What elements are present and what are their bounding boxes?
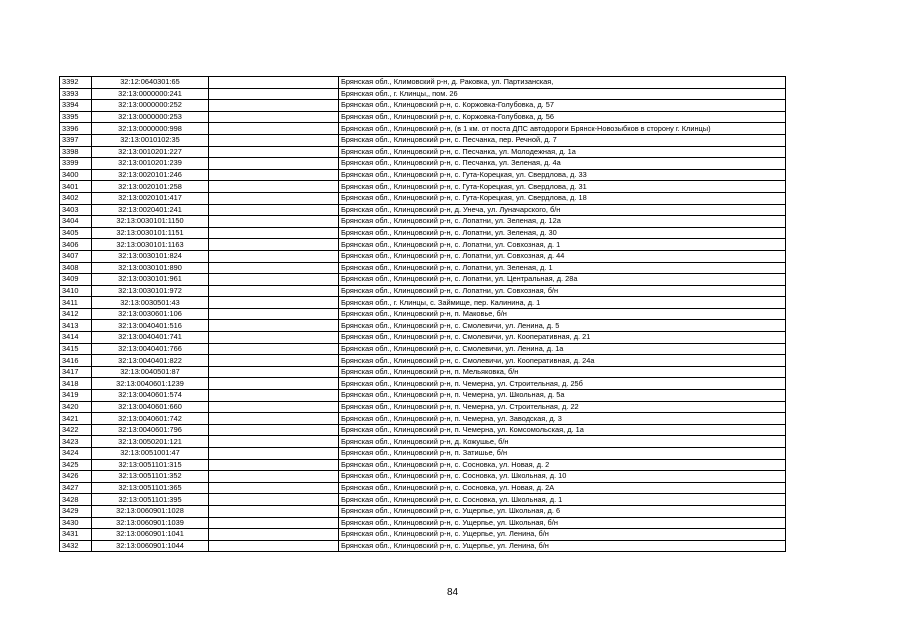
row-number-cell: 3417: [60, 366, 92, 378]
empty-cell: [209, 459, 339, 471]
table-row: [60, 355, 786, 367]
table-row: [60, 100, 786, 112]
row-number-cell: 3431: [60, 529, 92, 541]
row-number-cell: 3426: [60, 471, 92, 483]
row-number-cell: 3394: [60, 100, 92, 112]
row-number-cell: 3392: [60, 77, 92, 89]
empty-cell: [209, 239, 339, 251]
table-row: [60, 192, 786, 204]
table-row: [60, 343, 786, 355]
address-cell: Брянская обл., Клинцовский р-н, с. Лопатни, ул. Зеленая, д. 12а: [339, 216, 786, 228]
table-row: [60, 390, 786, 402]
address-cell: Брянская обл., Клинцовский р-н, п. Чемерна, ул. Комсомольская, д. 1а: [339, 424, 786, 436]
address-cell: Брянская обл., Клинцовский р-н, п. Маковье, б/н: [339, 308, 786, 320]
cadastral-number-cell: 32:13:0051101:352: [92, 471, 209, 483]
cadastral-number-cell: 32:13:0020401:241: [92, 204, 209, 216]
row-number-cell: 3425: [60, 459, 92, 471]
empty-cell: [209, 332, 339, 344]
cadastral-number-cell: 32:13:0000000:241: [92, 88, 209, 100]
table-row: [60, 308, 786, 320]
address-cell: Брянская обл., Клинцовский р-н, п. Чемерна, ул. Школьная, д. 5а: [339, 390, 786, 402]
table-row: [60, 216, 786, 228]
table-row: [60, 169, 786, 181]
address-cell: Брянская обл., Клинцовский р-н, с. Сосновка, ул. Школьная, д. 1: [339, 494, 786, 506]
cadastral-number-cell: 32:13:0030601:106: [92, 308, 209, 320]
cadastral-number-cell: 32:13:0030501:43: [92, 297, 209, 309]
table-row: [60, 250, 786, 262]
cadastral-number-cell: 32:13:0030101:1151: [92, 227, 209, 239]
cadastral-number-cell: 32:13:0040601:742: [92, 413, 209, 425]
cadastral-number-cell: 32:13:0040501:87: [92, 366, 209, 378]
table-row: [60, 459, 786, 471]
table-row: [60, 181, 786, 193]
row-number-cell: 3415: [60, 343, 92, 355]
address-cell: Брянская обл., Клинцовский р-н, с. Лопатни, ул. Совхозная, б/н: [339, 285, 786, 297]
empty-cell: [209, 181, 339, 193]
address-cell: Брянская обл., Клинцовский р-н, с. Гута-Корецкая, ул. Свердлова, д. 31: [339, 181, 786, 193]
cadastral-number-cell: 32:13:0010201:227: [92, 146, 209, 158]
address-cell: Брянская обл., Клинцовский р-н, с. Коржовка-Голубовка, д. 57: [339, 100, 786, 112]
row-number-cell: 3398: [60, 146, 92, 158]
row-number-cell: 3411: [60, 297, 92, 309]
empty-cell: [209, 494, 339, 506]
address-cell: Брянская обл., Клинцовский р-н, п. Чемерна, ул. Строительная, д. 22: [339, 401, 786, 413]
cadastral-number-cell: 32:13:0000000:253: [92, 111, 209, 123]
empty-cell: [209, 146, 339, 158]
row-number-cell: 3403: [60, 204, 92, 216]
table-row: [60, 111, 786, 123]
table-row: [60, 297, 786, 309]
address-cell: Брянская обл., Клинцовский р-н, д. Кожушье, б/н: [339, 436, 786, 448]
table-row: [60, 262, 786, 274]
table-row: [60, 123, 786, 135]
row-number-cell: 3419: [60, 390, 92, 402]
empty-cell: [209, 482, 339, 494]
row-number-cell: 3430: [60, 517, 92, 529]
empty-cell: [209, 448, 339, 460]
empty-cell: [209, 262, 339, 274]
empty-cell: [209, 216, 339, 228]
row-number-cell: 3393: [60, 88, 92, 100]
empty-cell: [209, 158, 339, 170]
row-number-cell: 3410: [60, 285, 92, 297]
empty-cell: [209, 378, 339, 390]
address-cell: Брянская обл., Клинцовский р-н, с. Песчанка, ул. Молодежная, д. 1а: [339, 146, 786, 158]
row-number-cell: 3432: [60, 540, 92, 552]
cadastral-number-cell: 32:12:0640301:65: [92, 77, 209, 89]
table-row: [60, 471, 786, 483]
cadastral-number-cell: 32:13:0010201:239: [92, 158, 209, 170]
table-row: [60, 332, 786, 344]
table-row: [60, 401, 786, 413]
cadastral-number-cell: 32:13:0000000:998: [92, 123, 209, 135]
address-cell: Брянская обл., Клинцовский р-н, с. Лопатни, ул. Зеленая, д. 30: [339, 227, 786, 239]
address-cell: Брянская обл., Клинцовский р-н, с. Песчанка, ул. Зеленая, д. 4а: [339, 158, 786, 170]
cadastral-number-cell: 32:13:0030101:824: [92, 250, 209, 262]
empty-cell: [209, 366, 339, 378]
row-number-cell: 3395: [60, 111, 92, 123]
empty-cell: [209, 77, 339, 89]
table-row: [60, 436, 786, 448]
table-row: [60, 482, 786, 494]
empty-cell: [209, 436, 339, 448]
table-row: [60, 158, 786, 170]
address-cell: Брянская обл., Клинцовский р-н, с. Гута-Корецкая, ул. Свердлова, д. 33: [339, 169, 786, 181]
cadastral-number-cell: 32:13:0040401:766: [92, 343, 209, 355]
row-number-cell: 3405: [60, 227, 92, 239]
address-cell: Брянская обл., Клинцовский р-н, с. Ущерпье, ул. Ленина, б/н: [339, 529, 786, 541]
address-cell: Брянская обл., Клинцовский р-н, с. Ущерпье, ул. Школьная, д. 6: [339, 505, 786, 517]
table-row: [60, 378, 786, 390]
empty-cell: [209, 308, 339, 320]
row-number-cell: 3409: [60, 274, 92, 286]
cadastral-number-cell: 32:13:0051101:365: [92, 482, 209, 494]
address-cell: Брянская обл., Клинцовский р-н, с. Смолевичи, ул. Кооперативная, д. 24а: [339, 355, 786, 367]
row-number-cell: 3400: [60, 169, 92, 181]
table-row: [60, 88, 786, 100]
row-number-cell: 3399: [60, 158, 92, 170]
row-number-cell: 3407: [60, 250, 92, 262]
cadastral-number-cell: 32:13:0040401:741: [92, 332, 209, 344]
registry-table: [59, 76, 786, 552]
table-row: [60, 77, 786, 89]
address-cell: Брянская обл., Клинцовский р-н, с. Смолевичи, ул. Кооперативная, д. 21: [339, 332, 786, 344]
address-cell: Брянская обл., Клинцовский р-н, с. Сосновка, ул. Школьная, д. 10: [339, 471, 786, 483]
row-number-cell: 3427: [60, 482, 92, 494]
row-number-cell: 3429: [60, 505, 92, 517]
empty-cell: [209, 517, 339, 529]
empty-cell: [209, 123, 339, 135]
empty-cell: [209, 88, 339, 100]
row-number-cell: 3397: [60, 134, 92, 146]
table-row: [60, 517, 786, 529]
cadastral-number-cell: 32:13:0030101:961: [92, 274, 209, 286]
cadastral-number-cell: 32:13:0040601:660: [92, 401, 209, 413]
address-cell: Брянская обл., Клинцовский р-н, с. Гута-Корецкая, ул. Свердлова, д. 18: [339, 192, 786, 204]
row-number-cell: 3421: [60, 413, 92, 425]
cadastral-number-cell: 32:13:0020101:246: [92, 169, 209, 181]
row-number-cell: 3413: [60, 320, 92, 332]
address-cell: Брянская обл., Клинцовский р-н, с. Коржовка-Голубовка, д. 56: [339, 111, 786, 123]
empty-cell: [209, 529, 339, 541]
empty-cell: [209, 111, 339, 123]
registry-table-body: [60, 77, 786, 552]
empty-cell: [209, 227, 339, 239]
table-row: [60, 505, 786, 517]
table-row: [60, 239, 786, 251]
cadastral-number-cell: 32:13:0040601:1239: [92, 378, 209, 390]
address-cell: Брянская обл., Клинцовский р-н, д. Унеча, ул. Луначарского, б/н: [339, 204, 786, 216]
row-number-cell: 3428: [60, 494, 92, 506]
address-cell: Брянская обл., Клинцовский р-н, с. Смолевичи, ул. Ленина, д. 5: [339, 320, 786, 332]
address-cell: Брянская обл., Клинцовский р-н, п. Чемерна, ул. Строительная, д. 25б: [339, 378, 786, 390]
empty-cell: [209, 100, 339, 112]
empty-cell: [209, 250, 339, 262]
table-row: [60, 366, 786, 378]
cadastral-number-cell: 32:13:0010102:35: [92, 134, 209, 146]
address-cell: Брянская обл., Клинцовский р-н, (в 1 км. от поста ДПС автодороги Брянск-Новозыбков в сторону г. Клинцы): [339, 123, 786, 135]
table-row: [60, 227, 786, 239]
table-row: [60, 448, 786, 460]
cadastral-number-cell: 32:13:0030101:1150: [92, 216, 209, 228]
empty-cell: [209, 134, 339, 146]
cadastral-number-cell: 32:13:0040401:822: [92, 355, 209, 367]
table-row: [60, 494, 786, 506]
empty-cell: [209, 401, 339, 413]
empty-cell: [209, 505, 339, 517]
address-cell: Брянская обл., Клинцовский р-н, с. Лопатни, ул. Совхозная, д. 1: [339, 239, 786, 251]
row-number-cell: 3420: [60, 401, 92, 413]
row-number-cell: 3424: [60, 448, 92, 460]
address-cell: Брянская обл., Климовский р-н, д. Раковка, ул. Партизанская,: [339, 77, 786, 89]
page-number: 84: [446, 587, 459, 598]
empty-cell: [209, 390, 339, 402]
address-cell: Брянская обл., Клинцовский р-н, с. Лопатни, ул. Зеленая, д. 1: [339, 262, 786, 274]
empty-cell: [209, 192, 339, 204]
empty-cell: [209, 169, 339, 181]
row-number-cell: 3423: [60, 436, 92, 448]
table-row: [60, 285, 786, 297]
cadastral-number-cell: 32:13:0060901:1039: [92, 517, 209, 529]
row-number-cell: 3416: [60, 355, 92, 367]
cadastral-number-cell: 32:13:0030101:972: [92, 285, 209, 297]
address-cell: Брянская обл., Клинцовский р-н, с. Песчанка, пер. Речной, д. 7: [339, 134, 786, 146]
cadastral-number-cell: 32:13:0020101:258: [92, 181, 209, 193]
cadastral-number-cell: 32:13:0040601:796: [92, 424, 209, 436]
empty-cell: [209, 274, 339, 286]
row-number-cell: 3401: [60, 181, 92, 193]
address-cell: Брянская обл., Клинцовский р-н, с. Ущерпье, ул. Школьная, б/н: [339, 517, 786, 529]
address-cell: Брянская обл., Клинцовский р-н, п. Чемерна, ул. Заводская, д. 3: [339, 413, 786, 425]
cadastral-number-cell: 32:13:0060901:1041: [92, 529, 209, 541]
table-row: [60, 146, 786, 158]
address-cell: Брянская обл., г. Клинцы, с. Займище, пер. Калинина, д. 1: [339, 297, 786, 309]
empty-cell: [209, 471, 339, 483]
cadastral-number-cell: 32:13:0060901:1028: [92, 505, 209, 517]
empty-cell: [209, 540, 339, 552]
address-cell: Брянская обл., Клинцовский р-н, с. Сосновка, ул. Новая, д. 2: [339, 459, 786, 471]
address-cell: Брянская обл., Клинцовский р-н, п. Затишье, б/н: [339, 448, 786, 460]
empty-cell: [209, 297, 339, 309]
cadastral-number-cell: 32:13:0040401:516: [92, 320, 209, 332]
empty-cell: [209, 413, 339, 425]
address-cell: Брянская обл., Клинцовский р-н, с. Лопатни, ул. Совхозная, д. 44: [339, 250, 786, 262]
cadastral-number-cell: 32:13:0040601:574: [92, 390, 209, 402]
table-row: [60, 204, 786, 216]
address-cell: Брянская обл., Клинцовский р-н, с. Ущерпье, ул. Ленина, б/н: [339, 540, 786, 552]
cadastral-number-cell: 32:13:0060901:1044: [92, 540, 209, 552]
table-row: [60, 413, 786, 425]
table-row: [60, 529, 786, 541]
empty-cell: [209, 204, 339, 216]
address-cell: Брянская обл., Клинцовский р-н, с. Лопатни, ул. Центральная, д. 28а: [339, 274, 786, 286]
table-row: [60, 274, 786, 286]
cadastral-number-cell: 32:13:0051101:315: [92, 459, 209, 471]
cadastral-number-cell: 32:13:0051101:395: [92, 494, 209, 506]
row-number-cell: 3418: [60, 378, 92, 390]
table-row: [60, 134, 786, 146]
row-number-cell: 3404: [60, 216, 92, 228]
address-cell: Брянская обл., Клинцовский р-н, с. Сосновка, ул. Новая, д. 2А: [339, 482, 786, 494]
row-number-cell: 3408: [60, 262, 92, 274]
empty-cell: [209, 343, 339, 355]
cadastral-number-cell: 32:13:0050201:121: [92, 436, 209, 448]
cadastral-number-cell: 32:13:0030101:890: [92, 262, 209, 274]
table-row: [60, 540, 786, 552]
empty-cell: [209, 355, 339, 367]
cadastral-number-cell: 32:13:0030101:1163: [92, 239, 209, 251]
row-number-cell: 3412: [60, 308, 92, 320]
address-cell: Брянская обл., г. Клинцы,, пом. 26: [339, 88, 786, 100]
cadastral-number-cell: 32:13:0000000:252: [92, 100, 209, 112]
cadastral-number-cell: 32:13:0051001:47: [92, 448, 209, 460]
row-number-cell: 3406: [60, 239, 92, 251]
empty-cell: [209, 424, 339, 436]
table-row: [60, 424, 786, 436]
table-row: [60, 320, 786, 332]
row-number-cell: 3422: [60, 424, 92, 436]
row-number-cell: 3414: [60, 332, 92, 344]
address-cell: Брянская обл., Клинцовский р-н, с. Смолевичи, ул. Ленина, д. 1а: [339, 343, 786, 355]
address-cell: Брянская обл., Клинцовский р-н, п. Мельяковка, б/н: [339, 366, 786, 378]
empty-cell: [209, 320, 339, 332]
row-number-cell: 3402: [60, 192, 92, 204]
cadastral-number-cell: 32:13:0020101:417: [92, 192, 209, 204]
empty-cell: [209, 285, 339, 297]
row-number-cell: 3396: [60, 123, 92, 135]
